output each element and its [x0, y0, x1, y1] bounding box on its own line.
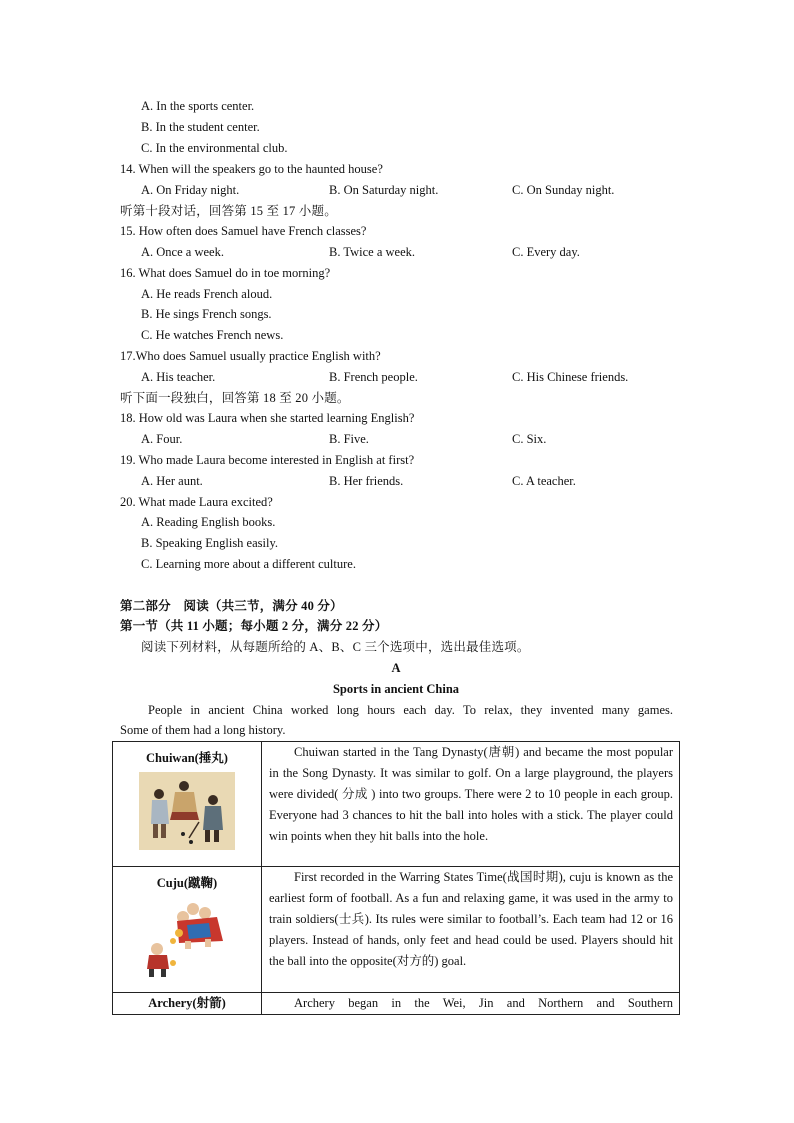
q20-option-c: C. Learning more about a different culture.	[141, 557, 356, 571]
q14-option-a: A. On Friday night.	[141, 183, 240, 197]
q15-stem: 15. How often does Samuel have French classes?	[120, 224, 367, 238]
q15-option-a: A. Once a week.	[141, 245, 224, 259]
passage-letter: A	[391, 661, 401, 675]
q18-option-c: C. Six.	[512, 432, 547, 446]
q16-option-c: C. He watches French news.	[141, 328, 284, 342]
q18-stem: 18. How old was Laura when she started learning English?	[120, 411, 415, 425]
reading-instruction: 阅读下列材料，从每题所给的 A、B、C 三个选项中，选出最佳选项。	[141, 640, 530, 654]
q16-stem: 16. What does Samuel do in toe morning?	[120, 266, 331, 280]
sport-description	[262, 742, 680, 867]
sport-description-text: Chuiwan started in the Tang Dynasty(唐朝) and became the most popular in the Song Dynasty. It was similar to golf. On a large playground, the players were divided( 分成 ) into two groups. There were 2 to 10 people in each group. Everyone had 3 chances to hit the ball into holes with a stick. The player could win points when they hit balls into the hole.	[269, 745, 673, 843]
sport-name: Archery(射箭)	[148, 996, 226, 1010]
q14-option-b: B. On Saturday night.	[329, 183, 439, 197]
q17-option-b: B. French people.	[329, 370, 418, 384]
q13-option-c: C. In the environmental club.	[141, 141, 288, 155]
q16-option-b: B. He sings French songs.	[141, 307, 272, 321]
cuju-illustration-image	[139, 897, 235, 979]
section1-heading: 第一节（共 11 小题；每小题 2 分，满分 22 分）	[120, 619, 388, 633]
q17-stem: 17.Who does Samuel usually practice English with?	[120, 349, 381, 363]
q19-option-a: A. Her aunt.	[141, 474, 203, 488]
q17-option-c: C. His Chinese friends.	[512, 370, 629, 384]
q19-stem: 19. Who made Laura become interested in English at first?	[120, 453, 415, 467]
sport-description-text: Archery began in the Wei, Jin and Northern and Southern	[294, 996, 673, 1010]
part2-heading: 第二部分 阅读（共三节，满分 40 分）	[120, 599, 343, 613]
passage-title: Sports in ancient China	[332, 682, 460, 696]
q16-option-a: A. He reads French aloud.	[141, 287, 273, 301]
q17-option-a: A. His teacher.	[141, 370, 216, 384]
q20-option-b: B. Speaking English easily.	[141, 536, 279, 550]
intro-line-1: People in ancient China worked long hours each day. To relax, they invented many games.	[148, 703, 673, 717]
q15-option-c: C. Every day.	[512, 245, 580, 259]
chuiwan-painting-image	[139, 772, 235, 850]
monologue-instruction: 听下面一段独白，回答第 18 至 20 小题。	[120, 391, 350, 405]
sport-name: Cuju(蹴鞠)	[156, 876, 218, 890]
q18-option-a: A. Four.	[141, 432, 183, 446]
sport-description-text: First recorded in the Warring States Time(战国时期), cuju is known as the earliest form of football. As a fun and relaxing game, it was used in the army to train soldiers(士兵). Its rules were similar to football’s. Each team had 12 or 16 players. Instead of hands, only feet and head could be used. Players should hit the ball into the opposite(对方的) goal.	[269, 870, 673, 968]
q19-option-c: C. A teacher.	[512, 474, 576, 488]
sport-name: Chuiwan(捶丸)	[146, 751, 228, 765]
q15-option-b: B. Twice a week.	[329, 245, 416, 259]
table-row	[113, 867, 680, 993]
section10-instruction: 听第十段对话，回答第 15 至 17 小题。	[120, 204, 337, 218]
q20-option-a: A. Reading English books.	[141, 515, 276, 529]
sports-table	[112, 741, 680, 1015]
q18-option-b: B. Five.	[329, 432, 369, 446]
sport-description	[262, 993, 680, 1015]
table-row	[113, 742, 680, 867]
table-row	[113, 993, 680, 1015]
sport-description	[262, 867, 680, 993]
q19-option-b: B. Her friends.	[329, 474, 404, 488]
intro-line-2: Some of them had a long history.	[120, 723, 286, 737]
q13-option-a: A. In the sports center.	[141, 99, 255, 113]
sport-name-cell	[113, 867, 262, 993]
q13-option-b: B. In the student center.	[141, 120, 260, 134]
q14-stem: 14. When will the speakers go to the haunted house?	[120, 162, 383, 176]
q14-option-c: C. On Sunday night.	[512, 183, 615, 197]
q20-stem: 20. What made Laura excited?	[120, 495, 273, 509]
sport-name-cell	[113, 742, 262, 867]
sport-name-cell	[113, 993, 262, 1015]
